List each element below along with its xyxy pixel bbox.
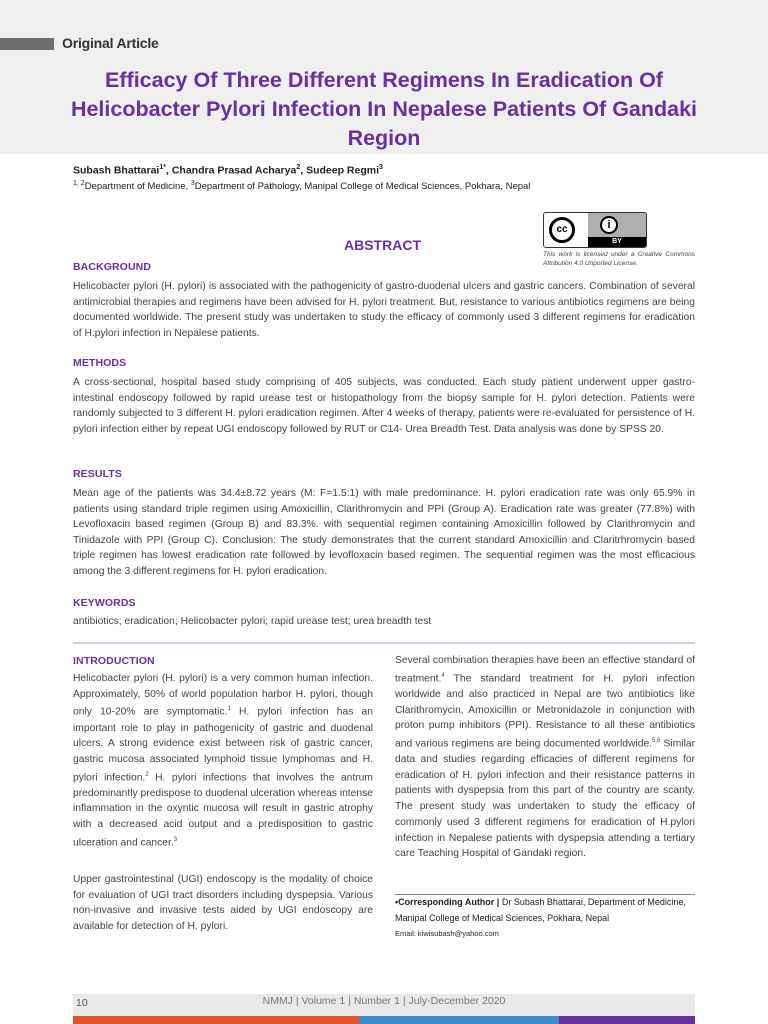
keywords-text: antibiotics; eradication; Helicobacter pylori; rapid urease test; urea breadth test <box>73 616 432 627</box>
introduction-heading: INTRODUCTION <box>73 655 155 667</box>
intro-paragraph-2: Upper gastrointestinal (UGI) endoscopy is the modality of choice for evaluation of UGI tract disorders including dyspepsia. Various non-invasive and invasive tests aided by UGI endoscopy are available for detection of H. pylori. <box>73 874 373 933</box>
background-heading: BACKGROUND <box>73 261 151 273</box>
license-note: This work is licensed under a Creative Commons Attribution 4.0 Unported License. <box>543 251 695 267</box>
background-text: Helicobacter pylori (H. pylori) is associated with the pathogenicity of gastro-duodenal ulcers and gastric cancers. Combination of several antimicrobial therapies and regimens have been advised for H. pylori treatment. But, resistance to various antibiotics regimens are being documented worldwide. The present study was undertaken to study the efficacy of commonly used 3 different regimens for eradication of H.pylori infection in Nepalese patients. <box>73 281 695 339</box>
cc-license-badge[interactable] <box>543 212 647 248</box>
author-marker: 1* <box>159 164 166 171</box>
abstract-heading: ABSTRACT <box>344 237 421 253</box>
article-title: Efficacy Of Three Different Regimens In Eradication Of Helicobacter Pylori Infection In Nepalese Patients Of Gandaki Region <box>70 68 698 150</box>
corresponding-email: Email: kiwisubash@yahoo.com <box>395 929 499 938</box>
by-label: BY <box>588 237 646 247</box>
author-list <box>73 164 383 177</box>
author-name: Sudeep Regmi <box>306 164 380 177</box>
corresponding-line-2: Manipal College of Medical Sciences, Pokhara, Nepal <box>395 913 610 923</box>
author-separator: , <box>165 164 172 177</box>
citation: 5,6 <box>652 737 661 744</box>
corresponding-line-1: Dr Subash Bhattarai, Department of Medicine, <box>501 897 686 907</box>
citation: 4 <box>441 672 445 679</box>
intro-text: Several combination therapies have been an effective standard of treatment. <box>395 655 695 685</box>
author-name: Subash Bhattarai <box>73 164 160 177</box>
intro-paragraph-1 <box>73 671 373 851</box>
page-number: 10 <box>76 997 88 1009</box>
corresponding-author <box>395 894 695 926</box>
color-bar-segment-orange <box>73 1016 359 1024</box>
footer-color-bar <box>73 1016 695 1024</box>
cc-icon: cc <box>549 217 575 243</box>
author-marker: 2 <box>296 164 301 171</box>
article-type-label: Original Article <box>62 35 159 51</box>
article-type-bar <box>0 38 54 50</box>
intro-text: The standard treatment for H. pylori infection worldwide and also practiced in Nepal are two antibiotics like Clarithromycin, Amoxicillin or Metronidazole in conjunction with proton pump inhibitors (PPI). Resistance to all these antibiotics and various regimens are being documented worldwide. <box>395 673 695 750</box>
author-name: Chandra Prasad Acharya <box>171 164 297 177</box>
journal-citation: NMMJ | Volume 1 | Number 1 | July-December 2020 <box>262 995 506 1007</box>
intro-paragraph-3 <box>395 653 695 862</box>
affiliation-marker: 3 <box>190 180 195 187</box>
keywords-heading: KEYWORDS <box>73 597 136 609</box>
intro-text: H. pylori infections that involves the antrum predominantly predispose to duodenal ulceration whereas intense inflammation in the oxyntic mucosa will result in gastric atrophy with a decreased acid output and a predisposition to gastric ulceration and cancer. <box>73 772 373 849</box>
methods-heading: METHODS <box>73 357 127 369</box>
attribution-icon: i <box>600 216 618 234</box>
affiliation-marker: 1, 2 <box>73 180 85 187</box>
author-separator: , <box>300 164 307 177</box>
results-text: Mean age of the patients was 34.4±8.72 years (M: F=1.5:1) with male predominance. H. pylori eradication rate was only 65.9% in patients using standard triple regimen using Amoxicillin, Clarithromycin and PPI (Group A). Eradication rate was greater (77.8%) with Levofloxacin based regimen (Group B) and 83.3%. with sequential regimen containing Amoxicillin followed by Clarithromycin and Tinidazole with PPI (Group C). Conclusion: The study demonstrates that the current standard Amoxicillin and Claritrhromycin based triple regimen has lowest eradication rate followed by levofloxacin based regimen. The sequential regimen was the most efficacious among the 3 different regimens for H. pylori eradication. <box>73 488 695 577</box>
section-divider <box>73 642 695 644</box>
color-bar-segment-blue <box>359 1016 559 1024</box>
author-marker: 3 <box>379 164 383 171</box>
affiliation-text: Department of Pathology, Manipal College of Medical Sciences, Pokhara, Nepal <box>194 181 531 193</box>
intro-text: Similar data and studies regarding efficacies of different regimens for eradication of H. pylori infection and their resistance patterns in patients with dyspepsia from this part of the country are scanty. The present study was undertaken to study the efficacy of commonly used 3 different regimens for eradication of H.pylori infection in Nepalese patients with dyspepsia attending a tertiary care Teaching Hospital of Gandaki region. <box>395 738 696 860</box>
affiliation-text: Department of Medicine, <box>84 181 191 193</box>
color-bar-segment-purple <box>559 1016 695 1024</box>
methods-text: A cross-sectional, hospital based study comprising of 405 subjects, was conducted. Each study patient underwent upper gastro-intestinal endoscopy followed by rapid urease test or histopathology from the biopsy sample for H. pylori detection. Patients were randomly subjected to 3 different H. pylori eradication regimen. After 4 weeks of therapy, patients were re-evaluated for persistence of H. pylori infection either by repeat UGI endoscopy followed by RUT or C14- Urea Breadth Test. Data analysis was done by SPSS 20. <box>73 377 695 435</box>
results-heading: RESULTS <box>73 468 122 480</box>
citation: 3 <box>173 836 178 843</box>
citation: 1 <box>227 706 231 713</box>
intro-text: Helicobacter pylori (H. pylori) is a very common human infection. Approximately, 50% of world population harbor H. pylori, though only 10-20% are symptomatic. <box>73 673 373 718</box>
affiliation <box>73 180 530 192</box>
intro-text: H. pylori infection has an important role to play in pathogenicity of gastric and duodenal ulcers. A strong evidence exist between risk of gastric cancer, gastric mucosa associated lymphoid tissue lymphomas and H. pylori infection. <box>73 706 373 784</box>
citation: 2 <box>145 771 149 778</box>
corresponding-label: •Corresponding Author | <box>395 897 502 907</box>
